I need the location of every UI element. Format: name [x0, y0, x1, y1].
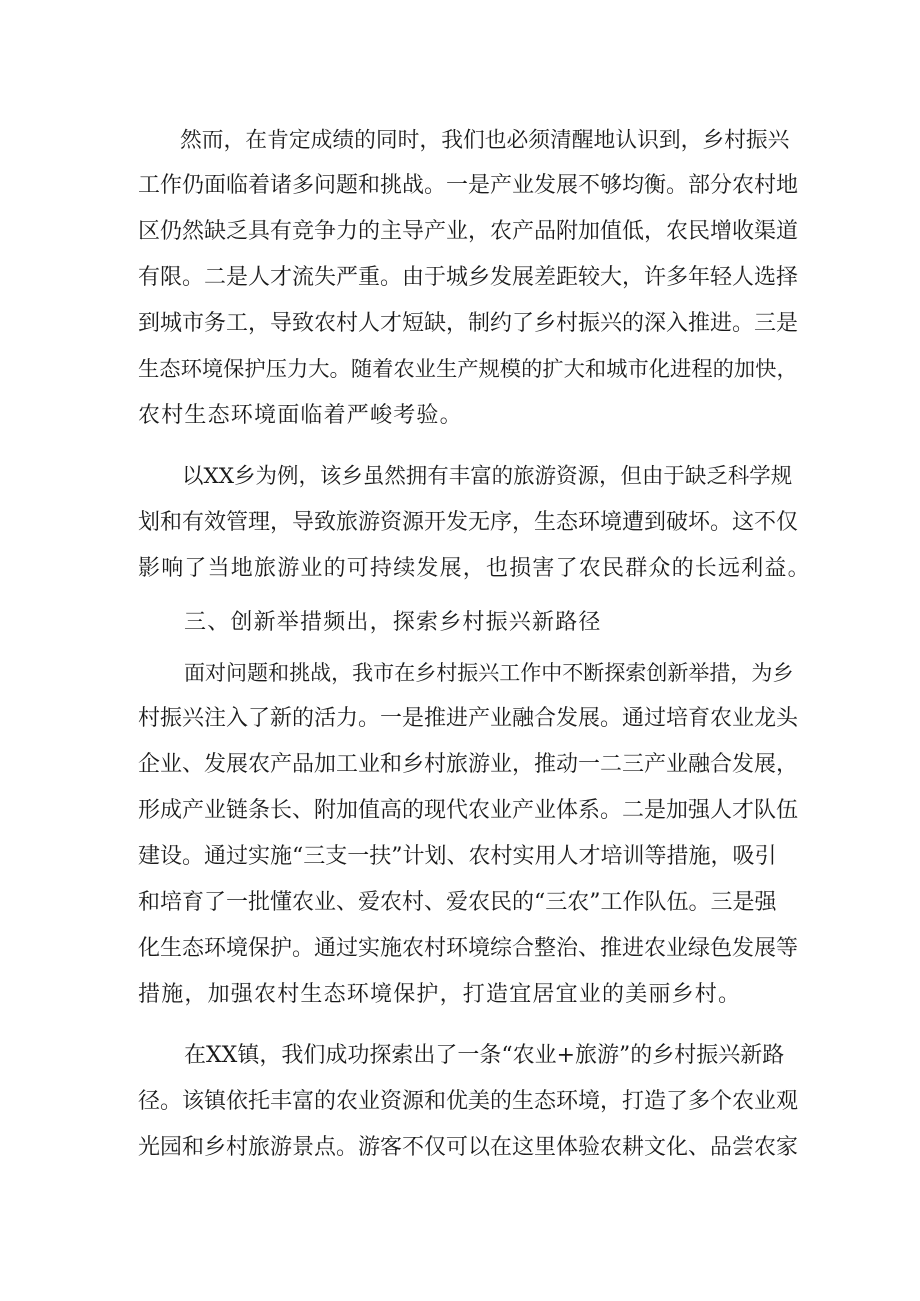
paragraph-4-line-1: 在XX镇，我们成功探索出了一条“农业+旅游”的乡村振兴新路 [184, 1043, 785, 1068]
paragraph-1-line-7: 农村生态环境面临着严峻考验。 [138, 403, 463, 428]
paragraph-3-line-6: 和培育了一批懂农业、爱农村、爱农民的“三农”工作队伍。三是强 [138, 890, 777, 915]
paragraph-3-line-3: 企业、发展农产品加工业和乡村旅游业，推动一二三产业融合发展， [138, 752, 799, 777]
paragraph-1-line-2: 工作仍面临着诸多问题和挑战。一是产业发展不够均衡。部分农村地 [138, 173, 799, 198]
paragraph-4-line-3: 光园和乡村旅游景点。游客不仅可以在这里体验农耕文化、品尝农家 [138, 1135, 799, 1160]
paragraph-3-line-8: 措施，加强农村生态环境保护，打造宜居宜业的美丽乡村。 [138, 982, 742, 1007]
paragraph-3-line-1: 面对问题和挑战，我市在乡村振兴工作中不断探索创新举措，为乡 [184, 660, 794, 685]
paragraph-1-line-6: 生态环境保护压力大。随着农业生产规模的扩大和城市化进程的加快， [138, 357, 798, 382]
paragraph-2-line-1: 以XX乡为例，该乡虽然拥有丰富的旅游资源，但由于缺乏科学规 [182, 464, 793, 489]
paragraph-1-line-4: 有限。二是人才流失严重。由于城乡发展差距较大，许多年轻人选择 [138, 265, 799, 290]
paragraph-1-line-3: 区仍然缺乏具有竞争力的主导产业，农产品附加值低，农民增收渠道 [138, 219, 799, 244]
paragraph-1-line-5: 到城市务工，导致农村人才短缺，制约了乡村振兴的深入推进。三是 [138, 311, 799, 336]
paragraph-3-line-5: 建设。通过实施“三支一扶”计划、农村实用人才培训等措施，吸引 [138, 844, 777, 869]
paragraph-3-line-2: 村振兴注入了新的活力。一是推进产业融合发展。通过培育农业龙头 [138, 706, 799, 731]
paragraph-1-line-1: 然而，在肯定成绩的同时，我们也必须清醒地认识到，乡村振兴 [180, 128, 790, 153]
section-heading: 三、创新举措频出，探索乡村振兴新路径 [184, 610, 602, 635]
paragraph-3-line-4: 形成产业链条长、附加值高的现代农业产业体系。二是加强人才队伍 [138, 798, 799, 823]
paragraph-4-line-2: 径。该镇依托丰富的农业资源和优美的生态环境，打造了多个农业观 [138, 1089, 799, 1114]
paragraph-3-line-7: 化生态环境保护。通过实施农村环境综合整治、推进农业绿色发展等 [138, 936, 799, 961]
paragraph-2-line-3: 影响了当地旅游业的可持续发展，也损害了农民群众的长远利益。 [138, 556, 811, 581]
paragraph-2-line-2: 划和有效管理，导致旅游资源开发无序，生态环境遭到破坏。这不仅 [138, 510, 799, 535]
